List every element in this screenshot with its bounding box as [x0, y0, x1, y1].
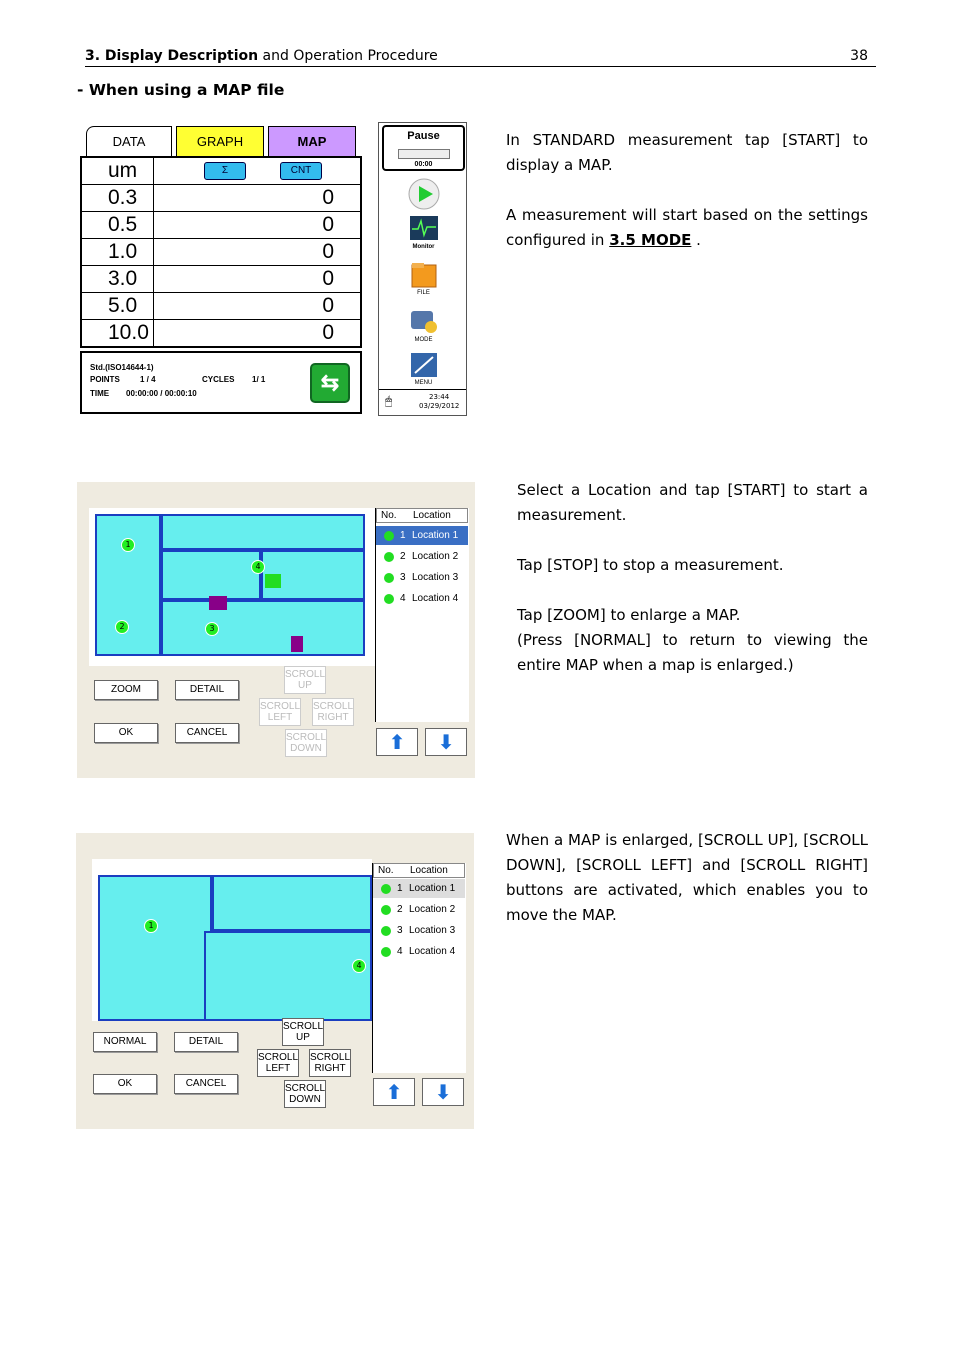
ok-button[interactable]: OK [94, 723, 158, 743]
file-label: FILE [417, 290, 430, 296]
paragraph: In STANDARD measurement tap [START] to display a MAP. [506, 131, 868, 174]
zoom-button[interactable]: ZOOM [94, 680, 158, 700]
paragraph [506, 203, 868, 253]
pause-label: Pause [407, 130, 440, 142]
table-header-row [82, 158, 360, 185]
subheading: - When using a MAP file [77, 81, 285, 99]
description-1 [506, 128, 868, 253]
description-3 [506, 828, 868, 928]
clock-date: 03/29/2012 [419, 402, 460, 410]
table-row [82, 266, 360, 293]
normal-button[interactable]: NORMAL [93, 1032, 157, 1052]
points-label: POINTS [90, 375, 120, 384]
location-item-2[interactable]: 2 Location 2 [373, 900, 465, 919]
map-purple-block [209, 596, 227, 610]
cancel-button[interactable]: CANCEL [174, 1074, 238, 1094]
map-room [212, 875, 372, 931]
count-value: 0 [322, 186, 334, 209]
location-marker[interactable]: 1 [144, 919, 158, 933]
list-header [376, 508, 468, 523]
map-room [161, 514, 365, 550]
data-screen [78, 122, 364, 416]
size-label: 10.0 [84, 320, 154, 346]
scroll-down-button[interactable]: SCROLL DOWN [284, 1080, 326, 1108]
pause-progress-bar [398, 149, 450, 159]
count-value: 0 [322, 267, 334, 290]
up-arrow-icon[interactable]: ⬆ [373, 1078, 415, 1106]
detail-button[interactable]: DETAIL [175, 680, 239, 700]
count-value: 0 [322, 213, 334, 236]
section-title-bold: 3. Display Description [85, 48, 259, 64]
sigma-button[interactable]: Σ [204, 162, 246, 180]
location-item-1[interactable]: 1 Location 1 [373, 879, 465, 898]
list-header [373, 863, 465, 878]
switch-arrows-button[interactable]: ⇆ [310, 363, 350, 403]
monitor-icon[interactable] [407, 215, 441, 245]
side-panel [378, 122, 467, 416]
scroll-left-button[interactable]: SCROLL LEFT [257, 1049, 299, 1077]
scroll-down-button[interactable]: SCROLL DOWN [285, 729, 327, 757]
col-no: No. [378, 865, 394, 876]
text: A measurement will start based on the settings configured in [506, 206, 868, 249]
map-green-block [265, 574, 281, 588]
menu-icon[interactable] [407, 351, 441, 381]
size-label: 5.0 [84, 293, 154, 319]
status-panel [80, 351, 362, 414]
map-room [161, 600, 365, 656]
mode-icon[interactable] [407, 307, 441, 337]
location-list [372, 863, 466, 1073]
paragraph: Select a Location and tap [START] to start a measurement. [517, 481, 868, 524]
table-row [82, 320, 360, 347]
cycles-value: 1/ 1 [252, 375, 266, 384]
tab-data[interactable]: DATA [86, 126, 172, 156]
ok-button[interactable]: OK [93, 1074, 157, 1094]
mode-label: MODE [414, 337, 433, 343]
time-value: 00:00:00 / 00:00:10 [126, 389, 197, 398]
detail-button[interactable]: DETAIL [174, 1032, 238, 1052]
location-item-3[interactable]: 3 Location 3 [376, 568, 468, 587]
table-row [82, 293, 360, 320]
location-item-2[interactable]: 2 Location 2 [376, 547, 468, 566]
menu-label: MENU [414, 380, 433, 386]
table-row [82, 185, 360, 212]
down-arrow-icon[interactable]: ⬇ [422, 1078, 464, 1106]
location-marker[interactable]: 4 [352, 959, 366, 973]
section-title-rest: and Operation Procedure [258, 48, 438, 64]
map-room [95, 514, 161, 656]
location-item-4[interactable]: 4 Location 4 [376, 589, 468, 608]
clock-area [379, 389, 466, 415]
location-item-1[interactable]: 1 Location 1 [376, 526, 468, 545]
page-header [85, 48, 876, 67]
map-purple-block [291, 636, 303, 652]
pause-box [382, 125, 465, 171]
map-room [204, 931, 372, 1021]
tab-graph[interactable]: GRAPH [176, 126, 264, 156]
tab-map[interactable]: MAP [268, 126, 356, 156]
count-value: 0 [322, 294, 334, 317]
scroll-left-button[interactable]: SCROLL LEFT [259, 698, 301, 726]
unit-label: um [84, 158, 154, 184]
col-location: Location [413, 510, 451, 521]
clock-time: 23:44 [429, 393, 450, 401]
scroll-right-button[interactable]: SCROLL RIGHT [312, 698, 354, 726]
location-list [375, 508, 469, 722]
map-room [98, 875, 212, 1021]
page-number: 38 [850, 48, 868, 64]
location-marker[interactable]: 1 [121, 538, 135, 552]
cancel-button[interactable]: CANCEL [175, 723, 239, 743]
scroll-right-button[interactable]: SCROLL RIGHT [309, 1049, 351, 1077]
table-row [82, 212, 360, 239]
description-2 [517, 478, 868, 678]
file-icon[interactable] [407, 261, 441, 291]
standard-label: Std.(ISO14644-1) [90, 363, 154, 372]
location-item-4[interactable]: 4 Location 4 [373, 942, 465, 961]
paragraph: (Press [NORMAL] to return to viewing the entire MAP when a map is enlarged.) [517, 631, 868, 674]
col-no: No. [381, 510, 397, 521]
location-marker[interactable]: 2 [115, 620, 129, 634]
map-screen [77, 482, 475, 778]
points-value: 1 / 4 [140, 375, 156, 384]
paragraph: Tap [ZOOM] to enlarge a MAP. [517, 606, 741, 624]
map-screen-zoomed [76, 833, 474, 1129]
count-table [80, 156, 362, 348]
size-label: 0.3 [84, 185, 154, 211]
location-item-3[interactable]: 3 Location 3 [373, 921, 465, 940]
count-value: 0 [322, 240, 334, 263]
scroll-up-button[interactable]: SCROLL UP [282, 1018, 324, 1046]
up-arrow-icon[interactable]: ⬆ [376, 728, 418, 756]
scroll-up-button[interactable]: SCROLL UP [284, 666, 326, 694]
mode-link[interactable]: 3.5 MODE [609, 231, 692, 249]
floor-map-zoomed[interactable] [92, 859, 372, 1021]
cycles-label: CYCLES [202, 375, 235, 384]
time-label: TIME [90, 389, 110, 398]
paragraph: Tap [STOP] to stop a measurement. [517, 556, 784, 574]
table-row [82, 239, 360, 266]
floor-map[interactable] [89, 508, 375, 666]
pause-time: 00:00 [414, 161, 433, 168]
cnt-button[interactable]: CNT [280, 162, 322, 180]
count-value: 0 [322, 321, 334, 344]
start-icon[interactable] [407, 177, 441, 207]
size-label: 3.0 [84, 266, 154, 292]
col-location: Location [410, 865, 448, 876]
mouse-icon: 🖱 [385, 394, 393, 408]
location-marker[interactable]: 4 [251, 560, 265, 574]
size-label: 1.0 [84, 239, 154, 265]
tab-bar [80, 124, 360, 156]
monitor-label: Monitor [412, 244, 435, 250]
map-room [161, 550, 261, 600]
paragraph: When a MAP is enlarged, [SCROLL UP], [SCROLL DOWN], [SCROLL LEFT] and [SCROLL RIGHT] buttons are activated, which enables you to move the MAP. [506, 831, 868, 924]
down-arrow-icon[interactable]: ⬇ [425, 728, 467, 756]
location-marker[interactable]: 3 [205, 622, 219, 636]
text: . [691, 231, 701, 249]
size-label: 0.5 [84, 212, 154, 238]
